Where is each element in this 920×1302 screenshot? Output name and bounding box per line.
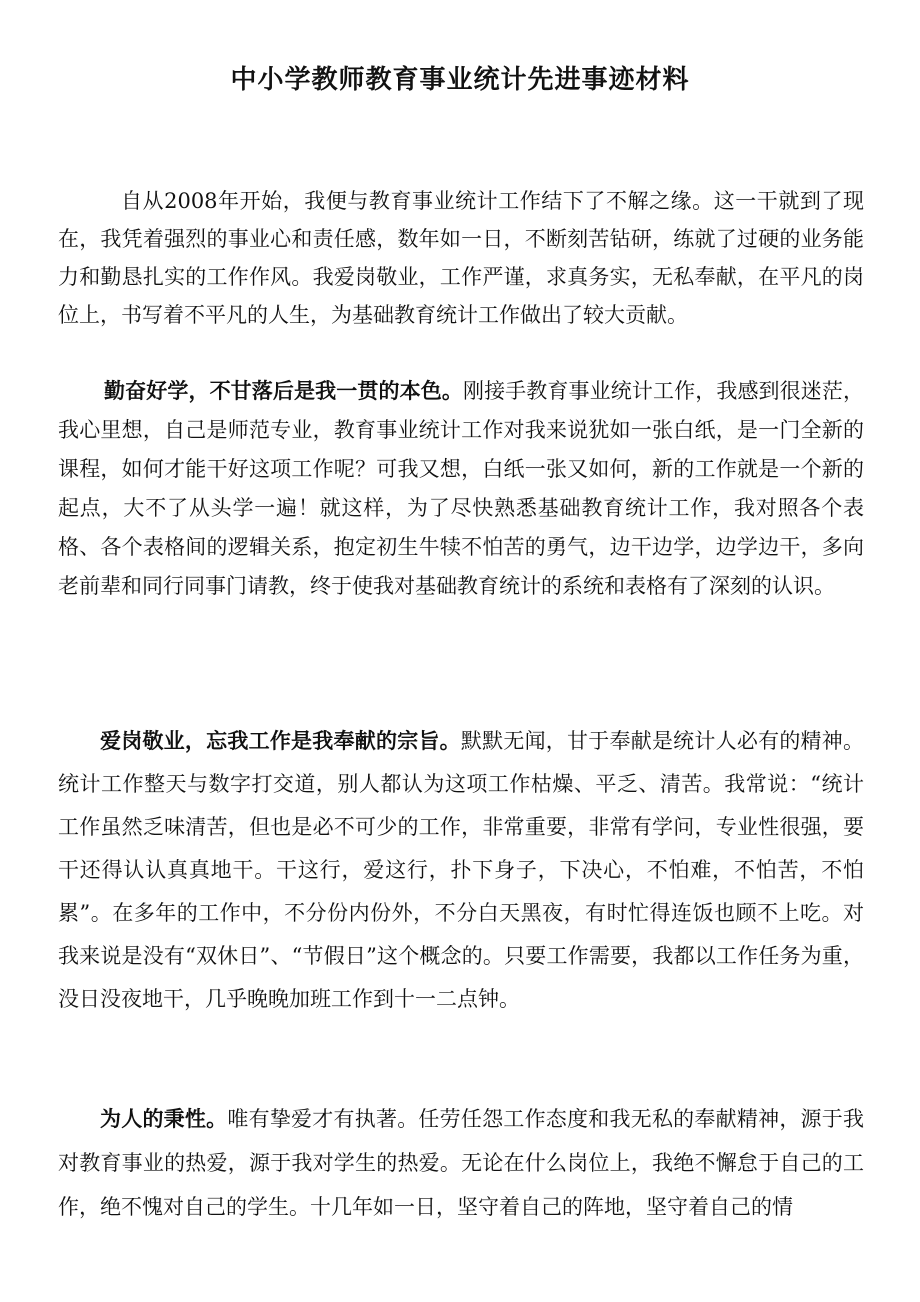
paragraph-diligence [58, 372, 864, 606]
paragraph-body: 自从2008年开始，我便与教育事业统计工作结下了不解之缘。这一干就到了现在，我凭着强烈的事业心和责任感，数年如一日，不断刻苦钻研，练就了过硬的业务能力和勤恳扎实的工作作风。我爱岗敬业，工作严谨，求真务实，无私奉献，在平凡的岗位上，书写着不平凡的人生，为基础教育统计工作做出了较大贡献。 [58, 189, 864, 327]
paragraph-dedication [58, 720, 864, 1021]
paragraph-body: 唯有挚爱才有执著。任劳任怨工作态度和我无私的奉献精神，源于我对教育事业的热爱，源于我对学生的热爱。无论在什么岗位上，我绝不懈怠于自己的工作，绝不愧对自己的学生。十几年如一日，坚守着自己的阵地，坚守着自己的情 [58, 1107, 865, 1219]
paragraph-body: 默默无闻，甘于奉献是统计人必有的精神。统计工作整天与数字打交道，别人都认为这项工作枯燥、平乏、清苦。我常说：“统计工作虽然乏味清苦，但也是必不可少的工作，非常重要，非常有学问，专业性很强，要干还得认认真真地干。干这行，爱这行，扑下身子，下决心，不怕难，不怕苦，不怕累”。在多年的工作中，不分份内份外，不分白天黑夜，有时忙得连饭也顾不上吃。对我来说是没有“双休日”、“节假日”这个概念的。只要工作需要，我都以工作任务为重，没日没夜地干，几乎晚晚加班工作到十一二点钟。 [58, 729, 865, 1011]
paragraph-lead: 为人的秉性。 [100, 1107, 228, 1131]
paragraph-lead: 勤奋好学，不甘落后是我一贯的本色。 [104, 379, 463, 403]
paragraph-body: 刚接手教育事业统计工作，我感到很迷茫，我心里想，自己是师范专业，教育事业统计工作对我来说犹如一张白纸，是一门全新的课程，如何才能干好这项工作呢？可我又想，白纸一张又如何，新的工作就是一个新的起点，大不了从头学一遍！就这样，为了尽快熟悉基础教育统计工作，我对照各个表格、各个表格间的逻辑关系，抱定初生牛犊不怕苦的勇气，边干边学，边学边干，多向老前辈和同行同事门请教，终于使我对基础教育统计的系统和表格有了深刻的认识。 [58, 379, 865, 598]
paragraph-intro [58, 182, 864, 334]
paragraph-lead: 爱岗敬业，忘我工作是我奉献的宗旨。 [100, 729, 461, 753]
document-title: 中小学教师教育事业统计先进事迹材料 [230, 65, 690, 95]
paragraph-character [58, 1097, 864, 1229]
